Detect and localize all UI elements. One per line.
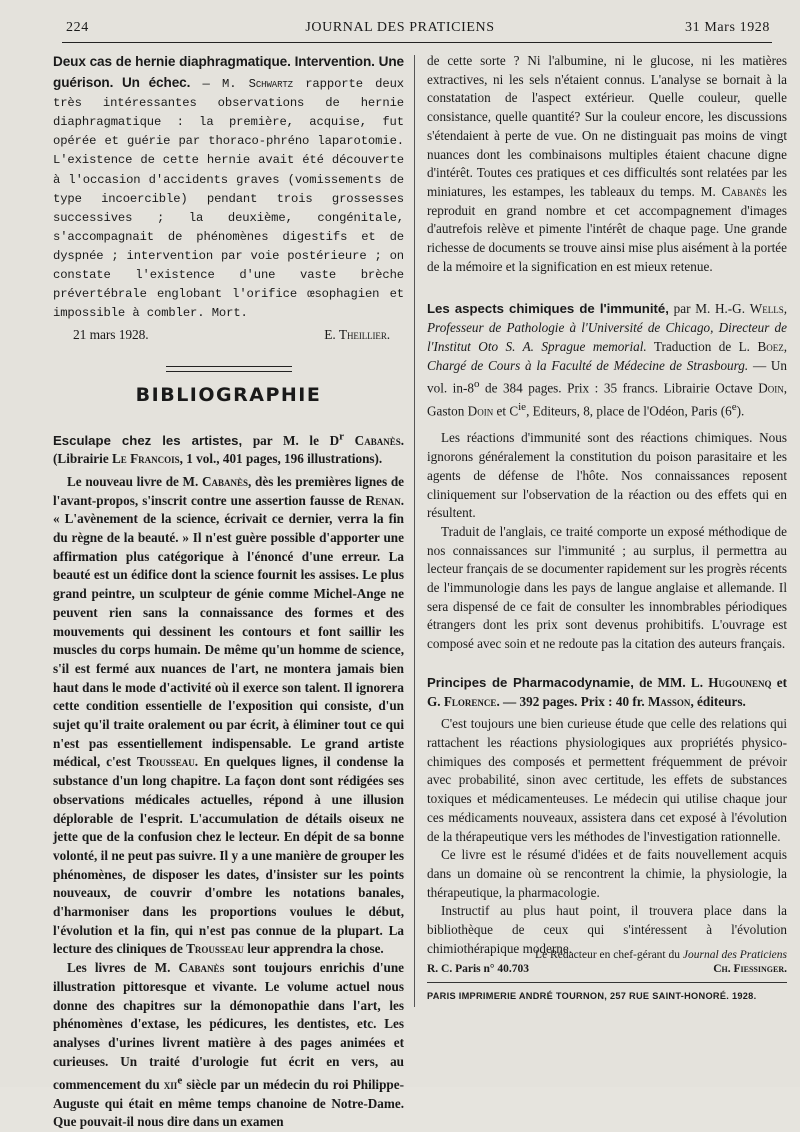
article-date: 21 mars 1928.	[73, 327, 149, 343]
printer-line: PARIS IMPRIMERIE ANDRÉ TOURNON, 257 RUE SAINT-HONORÉ. 1928.	[427, 991, 757, 1001]
article-text: rapporte deux très intéressantes observations de hernie diaphragmatique : la première, acquise, fut opérée et guérie par thoraco-phréno laparotomie. L'existence de cette hernie avait été découverte à l'occasion d'accidents graves (vomissements de type incoercible) pendant trois grossesses successives ; la deuxième, congénitale, s'accompagnait de phénomènes digestifs et de dyspnée ; intervention par voie postérieure ; on constate l'existence d'une vaste brèche prévertébrale englobant l'orifice œsophagien et impossible à combler. Mort.	[53, 77, 405, 321]
left-column	[53, 52, 404, 1132]
header-rule	[62, 42, 772, 43]
rc-number: R. C. Paris n° 40.703	[427, 963, 530, 975]
book-review-immunite: Les aspects chimiques de l'immunité, par M. H.-G. Wells, Professeur de Pathologie à l'Université de Chicago, Directeur de l'Institut Oto S. A. Sprague memorial. Traduction de L. Boez, Chargé de Cours à la Faculté de Médecine de Strasbourg. — Un vol. in-8$^o$ de 384 pages. Prix : 35 francs. Librairie Octave Doin, Gaston Doin et $C^{ie}$, Editeurs, 8, place de l'Odéon, Paris (6e). Les réactions d'immunité sont des réactions chimiques. Nous ignorons généralement la constitution du poison parasitaire et les agents de défense de l'hôte. Nos connaissances reposent cliniquement sur l'observation de la réaction ou des effets qui en résultent. Traduit de l'anglais, ce traité comporte un exposé méthodique de nos connaissances sur l'immunité ; au surplus, il permettra au lecteur français de se documenter rapidement sur les progrès récents de l'immunologie dans les pays de langue anglaise et allemande. Il sera dispensé de ce fait de consulter les innombrables périodiques étrangers dont les prix sont devenus prohibitifs. L'ouvrage est composé avec soin et ne redoute pas la citation des auteurs français.	[427, 300, 787, 653]
article-signature-line: 21 mars 1928. E. Theillier.	[53, 325, 404, 344]
running-header	[0, 0, 800, 40]
review-paragraph: Ce livre est le résumé d'idées et de faits nouvellement acquis dans un domaine où se rencontrent la chimie, la physiologie, la thérapeutique, la pharmacologie.	[427, 847, 787, 900]
book-review-pharmacodynamie: Principes de Pharmacodynamie, de MM. L. Hugounenq et G. Florence. — 392 pages. Prix : 40 fr. Masson, éditeurs. C'est toujours une bien curieuse étude que celle des relations qui rattachent les réactions physiologiques aux propriétés physico-chimiques des composés et permettent fréquemment de prévoir avec probabilité, sinon avec certitude, les effets de substances toxiques et médicamenteuses. Le médecin qui utilise chaque jour ces médicaments nouveaux, assistera dans cet exposé à l'évolution de la thérapeutique vers les méthodes de l'investigation rationnelle. Ce livre est le résumé d'idées et de faits nouvellement acquis dans un domaine où se rencontrent la chimie, la physiologie, la thérapeutique, la pharmacologie. Instructif au plus haut point, il trouvera place dans la bibliothèque de ceux qui s'intéressent à l'évolution chimiothérapique moderne.	[427, 674, 787, 959]
review-paragraph: Les réactions d'immunité sont des réactions chimiques. Nous ignorons généralement la constitution du poison parasitaire et les agents de défense de l'hôte. Nos connaissances reposent cliniquement sur l'observation de la réaction ou des effets qui en résultent.	[427, 430, 787, 521]
review-continuation: de cette sorte ? Ni l'albumine, ni le glucose, ni les matières extractives, ni les sels n'étaient connus. L'analyse se bornait à la constatation de l'aspect extérieur. Quelle couleur, quelle consistance, quelle quantité? Sur la couleur encore, les discussions s'étendaient à perte de vue. On ne distinguait pas moins de vingt nuances dont les combinaisons multiples étaient chacune digne d'intérêt. Toutes ces pratiques et ces difficultés sont relatées par les miniatures, les estampes, les tableaux du temps. M. Cabanès les reproduit en grand nombre et cet accompagnement d'images d'autrefois relève et pimente l'intérêt de chaque page. Une grande richesse de documents se trouve ainsi mise plus aisément à la portée de la mémoire et la signification en est mieux retenue.	[427, 53, 788, 274]
section-title: BIBLIOGRAPHIE	[135, 384, 322, 407]
book-title: Les aspects chimiques de l'immunité,	[427, 301, 669, 317]
article-hernie: Deux cas de hernie diaphragmatique. Intervention. Une guérison. Un échec. — M. Schwartz rapporte deux très intéressantes observations de hernie diaphragmatique : la première, acquise, fut opérée et guérie par thoraco-phréno laparotomie. L'existence de cette hernie avait été découverte à l'occasion d'accidents graves (vomissements de type incoercible) pendant trois grossesses successives ; la deuxième, congénitale, s'accompagnait de phénomènes digestifs et de dyspnée ; intervention par voie postérieure ; on constate l'existence d'une vaste brèche prévertébrale englobant l'orifice œsophagien et impossible à combler. Mort. 21 mars 1928. E. Theillier.	[53, 52, 404, 344]
article-signature: Theillier.	[338, 327, 390, 343]
book-title: Esculape chez les artistes,	[53, 432, 243, 448]
book-review-esculape: Esculape chez les artistes, par M. le $D^r$ Cabanès. (Librairie Le Francois, 1 vol., 401 pages, 196 illustrations). Le nouveau livre de M. Cabanès, dès les premières lignes de l'avant-propos, s'inscrit contre une assertion fausse de Renan. « L'avènement de la science, écrivait ce dernier, verra la fin du règne de la beauté. » Il n'est guère possible d'apporter une affirmation plus catégorique à l'énoncé d'une erreur. La beauté est un édifice dont la science fournit les assises. Le plus grand peintre, un sculpteur de génie comme Michel-Ange ne peuvent rien sans la connaissance des formes et des mouvements qui dessinent les contours et font saillir les muscles du corps humain. De même qu'un homme de science, s'il est fermé aux nuances de l'art, ne montera jamais bien haut dans le mode d'activité où il exerce son talent. Il ignorera cette condition essentielle de l'exposition qui consiste, d'un sujet qu'il traite oralement ou par écrit, à éliminer tout ce qui n'est pas essentiellement indispensable. Le grand artiste médical, c'est Trousseau. En quelques lignes, il condense la substance d'un long chapitre. La façon dont sont rédigées ses observations médicales actuelles, répond à une illusion déplorable de l'esprit. L'accumulation de détails oiseux ne jette que de la confusion chez le lecteur. En dépit de sa bonne volonté, il ne peut pas suivre. Il y a une manière de grouper les phénomènes, de disposer les dates, d'insister sur les points nouveaux, de couvrir d'ombre les notations banales, d'harmoniser dans les proportions voulues le début, l'évolution et la fin, qui n'est pas connue de la plupart. La lecture des cliniques de Trousseau leur apprendra la chose. Les livres de M. Cabanès sont toujours enrichis d'une illustration pittoresque et vivante. Le volume actuel nous donne des chapitres sur la démonopathie dans l'art, les phénomènes d'extase, les pédicures, les dentistes, etc. Les analyses d'urines livrent matière à des pages animées et curieuses. Un traité d'urologie fut écrit en vers, au commencement du xii$^e$ siècle par un médecin du roi Philippe-Auguste qui était en même temps chanoine de Notre-Dame. Que pouvait-il nous dire dans un examen	[53, 430, 405, 1130]
manager-name: Ch. Fiessinger.	[713, 963, 787, 975]
right-column	[427, 52, 787, 958]
review-paragraph: Instructif au plus haut point, il trouvera place dans la bibliothèque de ceux qui s'intéressent à l'évolution chimiothérapique moderne.	[427, 903, 787, 956]
column-divider	[414, 55, 415, 1007]
book-title: Principes de Pharmacodynamie,	[427, 674, 634, 690]
article-title: Deux cas de hernie diaphragmatique. Intervention. Une guérison. Un échec.	[53, 54, 404, 91]
review-paragraph: C'est toujours une bien curieuse étude que celle des relations qui rattachent les réactions physiologiques aux propriétés physico-chimiques des composés et permettent fréquemment de prévoir avec probabilité, sinon avec certitude, les effets de substances toxiques et médicamenteuses. Le médecin qui utilise chaque jour ces médicaments nouveaux, assistera dans cet exposé à l'évolution de la thérapeutique vers les méthodes de l'investigation rationnelle.	[427, 716, 787, 844]
review-paragraph: Traduit de l'anglais, ce traité comporte un exposé méthodique de nos connaissances sur l'immunité ; au surplus, il permettra au lecteur français de se documenter rapidement sur les progrès récents de l'immunologie dans les pays de langue anglaise et allemande. Il sera dispensé de ce fait de consulter les innombrables périodiques étrangers dont les prix sont devenus prohibitifs. L'ouvrage est composé avec soin et ne redoute pas la citation des auteurs français.	[427, 523, 787, 652]
section-divider	[166, 366, 292, 372]
page-footer: Le Rédacteur en chef-gérant du Journal des Praticiens R. C. Paris n° 40.703 Ch. Fiessinger. PARIS IMPRIMERIE ANDRÉ TOURNON, 257 RUE SAINT-HONORÉ. 1928.	[427, 949, 787, 1001]
page-number: 224	[66, 20, 89, 35]
article-author: Schwartz	[248, 77, 293, 92]
journal-title: JOURNAL DES PRATICIENS	[305, 20, 495, 35]
issue-date: 31 Mars 1928	[685, 20, 770, 35]
